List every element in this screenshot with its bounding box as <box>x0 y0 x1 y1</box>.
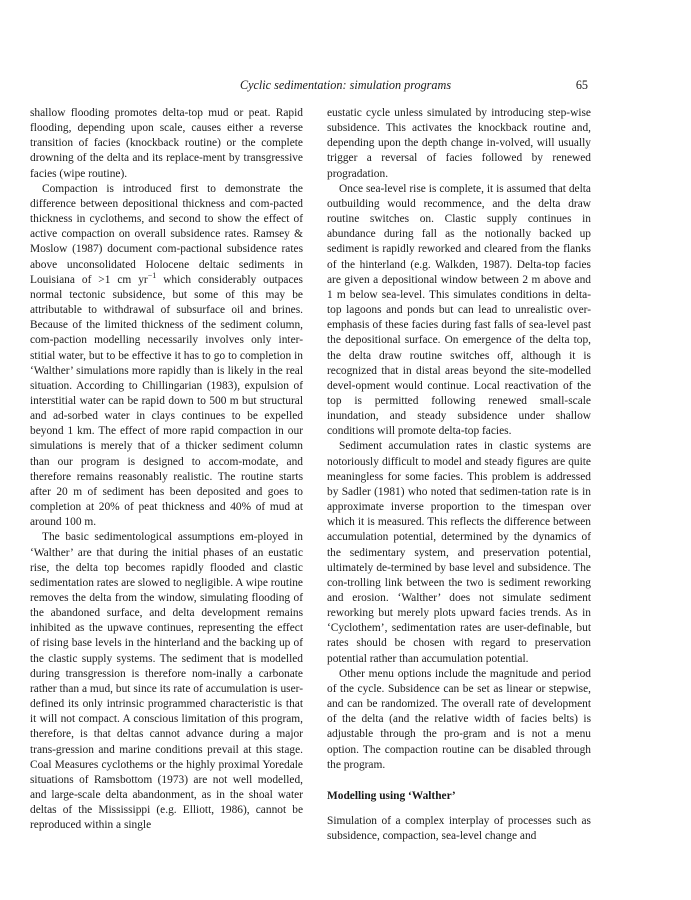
paragraph: Once sea-level rise is complete, it is assumed that delta outbuilding would recommence, and the delta draw routine switches on. Clastic supply continues in abundance during fall as the notionally backed up sediment is rapidly reworked and cleared from the flanks of the hinterland (e.g. Walkden, 1987). Delta-top facies are given a depositional window between 2 m above and 1 m below sea-level. This simulates conditions in delta-top lagoons and ponds but can lead to unrealistic over-emphasis of these facies during fast falls of sea-level past the depositional surface. On emergence of the delta top, the delta draw routine switches off, although it is recognized that in distal areas beyond the site-modelled devel-opment would continue. Local reactivation of the top is permitted following renewed small-scale inundation, and steady subsidence under shallow conditions will promote delta-top facies. <box>327 182 591 438</box>
paragraph: The basic sedimentological assumptions em-ployed in ‘Walther’ are that during the initial phases of an eustatic rise, the delta top becomes rapidly flooded and clastic sedimentation rates are slowed to negligible. A wipe routine removes the delta from the window, simulating flooding of the abandoned surface, and delta development remains inhibited as the upwave continues, representing the effect of rising base levels in the hinterland and the backing up of the clastic supply systems. The sediment that is modelled during transgression is therefore nom-inally a carbonate rather than a mud, but since its rate of accumulation is user-defined its only intrinsic programmed characteristic is that it will not compact. A conscious limitation of this program, therefore, is that deltas cannot advance during a major trans-gression and marine conditions prevail at this stage. Coal Measures cyclothems or the highly proximal Yoredale situations of Ramsbottom (1973) are not well modelled, and large-scale delta abandonment, as in the shoal water deltas of the Mississippi (e.g. Elliott, 1986), cannot be reproduced within a single <box>30 531 303 832</box>
paragraph: shallow flooding promotes delta-top mud or peat. Rapid flooding, depending upon scale, causes either a reverse transition of facies (knockback routine) or the complete drowning of the delta and its replace-ment by transgressive facies (wipe routine). <box>30 107 303 180</box>
left-column <box>30 106 303 834</box>
right-column <box>327 106 591 844</box>
superscript: −1 <box>147 270 157 280</box>
paragraph-text: which considerably outpaces normal tectonic subsidence, but some of this may be attributable to withdrawal of subsurface oil and brines. Because of the limited thickness of the sediment column, com-paction modelling necessarily involves only inter-stitial water, but to be effective it has to go to completion in ‘Walther’ simulations more rapidly than is likely in the real situation. According to Chillingarian (1983), expulsion of interstitial water can be rapid down to 500 m but structural and ad-sorbed water in clays continues to be expelled beyond 1 km. The effect of more rapid compaction in our simulations is merely that of a thicker sediment column than our program is designed to accom-modate, and therefore remains reasonably realistic. The routine starts after 20 m of sediment has been deposited and goes to completion at 20% of peat thickness and 40% of mud at around 100 m. <box>30 273 303 529</box>
page-header <box>0 78 691 94</box>
paragraph-text: Compaction is introduced first to demonstrate the difference between depositional thickness and com-pacted thickness in cyclothems, and second to show the effect of active compaction on overall subsidence rates. Ramsey & Moslow (1987) document com-pactional subsidence rates above unconsolidated Holocene deltaic sediments in Louisiana of >1 cm yr <box>30 182 303 286</box>
paragraph <box>30 182 303 531</box>
paragraph: Sediment accumulation rates in clastic systems are notoriously difficult to model and steady figures are quite meaningless for some facies. This problem is addressed by Sadler (1981) who noted that sedimen-tation rate is in approximate inverse proportion to the timespan over which it is measured. This reflects the difference between accumulation potential, determined by the dynamics of the sedimentary system, and preservation potential, ultimately de-termined by base level and subsidence. The con-trolling link between the two is sediment reworking and erosion. ‘Walther’ does not simulate sediment reworking but merely plots upward facies trends. As in ‘Cyclothem’, sedimentation rates are user-definable, but rates should be chosen with regard to preservation potential rather than accumulation potential. <box>327 440 591 665</box>
section-heading: Modelling using ‘Walther’ <box>327 789 456 802</box>
paragraph: Other menu options include the magnitude and period of the cycle. Subsidence can be set as linear or stepwise, and can be randomized. The overall rate of development of the delta (and the relative width of facies belts) is adjustable through the pro-gram and is not a menu option. The compaction routine can be disabled through the program. <box>327 667 591 771</box>
page-number: 65 <box>575 78 588 92</box>
running-head: Cyclic sedimentation: simulation programs <box>239 78 452 92</box>
paragraph: eustatic cycle unless simulated by introducing step-wise subsidence. This activates the knockback routine and, depending upon the depth change in-volved, will usually trigger a reversal of facies followed by renewed progradation. <box>327 107 591 180</box>
paragraph: Simulation of a complex interplay of processes such as subsidence, compaction, sea-level change and <box>327 814 591 843</box>
